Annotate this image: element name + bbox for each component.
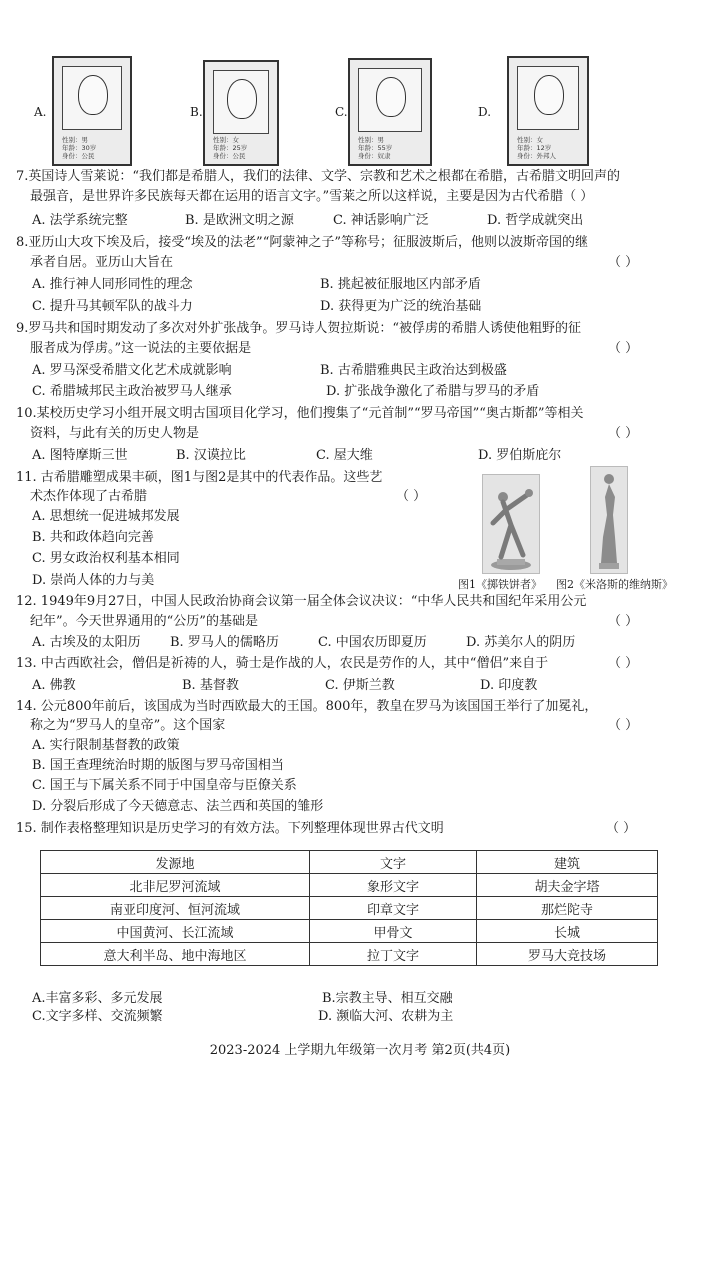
q12-option-a: A. 古埃及的太阳历 [32,635,141,650]
table-header-cell: 建筑 [477,851,658,874]
table-cell: 印章文字 [310,897,477,920]
q8-answer-paren: （ ） [608,255,639,270]
q7-option-b: B. 是欧洲文明之源 [185,213,294,228]
q11-stem-line1: 11. 古希腊雕塑成果丰硕，图1与图2是其中的代表作品。这些艺 [16,470,383,485]
option-d-label: D. [478,105,492,119]
portrait-card-a [52,56,132,166]
face-icon [534,75,564,115]
q13-option-d: D. 印度教 [480,678,538,693]
q9-option-c: C. 希腊城邦民主政治被罗马人继承 [32,384,232,399]
table-cell: 象形文字 [310,874,477,897]
table-row [41,920,658,943]
q14-stem-line1: 14. 公元800年前后，该国成为当时西欧最大的王国。800年，教皇在罗马为该国国王举行了加冕礼， [16,699,598,714]
q7-stem-line1: 7.英国诗人雪莱说：“我们都是希腊人，我们的法律、文学、宗教和艺术之根都在希腊，古希腊文明回声的 [16,169,621,184]
q11-stem-line2: 术杰作体现了古希腊 [30,489,148,504]
q10-option-a: A. 图特摩斯三世 [32,448,128,463]
table-cell: 甲骨文 [310,920,477,943]
q15-answer-paren: （ ） [606,821,637,836]
table-cell: 长城 [477,920,658,943]
q7-option-c: C. 神话影响广泛 [333,213,429,228]
option-b-label: B. [190,105,203,119]
q14-option-a: A. 实行限制基督教的政策 [32,738,180,753]
option-c-label: C. [335,105,348,119]
q8-stem-line2: 承者自居。亚历山大旨在 [30,255,174,270]
q14-answer-paren: （ ） [608,718,639,733]
q7-option-a: A. 法学系统完整 [32,213,128,228]
q12-stem-line2: 纪年”。今天世界通用的“公历”的基础是 [30,614,258,629]
q9-option-d: D. 扩张战争激化了希腊与罗马的矛盾 [326,384,540,399]
q13-stem: 13. 中古西欧社会，僧侣是祈祷的人，骑士是作战的人，农民是劳作的人，其中“僧侣”来自于 [16,656,549,671]
venus-de-milo-statue-image [590,466,628,574]
portrait-card-d [507,56,589,166]
q14-option-d: D. 分裂后形成了今天德意志、法兰西和英国的雏形 [32,799,324,814]
q10-stem-line2: 资料，与此有关的历史人物是 [30,426,200,441]
figure1-caption: 图1《掷铁饼者》 [458,578,542,591]
q12-stem-line1: 12. 1949年9月27日，中国人民政治协商会议第一届全体会议决议：“中华人民共和国纪年采用公元 [16,594,587,609]
q13-option-b: B. 基督教 [182,678,239,693]
page-footer: 2023-2024 上学期九年级第一次月考 第2页(共4页) [209,1043,511,1058]
q9-option-b: B. 古希腊雅典民主政治达到极盛 [320,363,507,378]
q12-option-d: D. 苏美尔人的阴历 [466,635,576,650]
q11-option-d: D. 崇尚人体的力与美 [32,573,155,588]
q10-option-c: C. 屋大维 [316,448,373,463]
q15-option-a: A.丰富多彩、多元发展 [32,991,163,1006]
table-header-cell: 文字 [310,851,477,874]
table-cell: 那烂陀寺 [477,897,658,920]
q15-stem: 15. 制作表格整理知识是历史学习的有效方法。下列整理体现世界古代文明 [16,821,444,836]
q11-answer-paren: （ ） [396,489,427,504]
card-info: 性别：男 年龄：55岁 身份：奴隶 [358,136,393,160]
table-cell: 南亚印度河、恒河流域 [41,897,310,920]
table-row [41,897,658,920]
q15-option-b: B.宗教主导、相互交融 [322,991,453,1006]
table-header-row [41,851,658,874]
q8-option-c: C. 提升马其顿军队的战斗力 [32,299,193,314]
figure2-caption: 图2《米洛斯的维纳斯》 [556,578,673,591]
q12-option-b: B. 罗马人的儒略历 [170,635,279,650]
table-cell: 北非尼罗河流域 [41,874,310,897]
q9-option-a: A. 罗马深受希腊文化艺术成就影响 [32,363,232,378]
q8-option-b: B. 挑起被征服地区内部矛盾 [320,277,481,292]
q7-option-d: D. 哲学成就突出 [487,213,584,228]
card-info: 性别：女 年龄：25岁 身份：公民 [213,136,248,160]
q8-option-a: A. 推行神人同形同性的理念 [32,277,193,292]
option-a-label: A. [34,105,47,119]
portrait-card-c [348,58,432,166]
q12-option-c: C. 中国农历即夏历 [318,635,427,650]
discobolus-statue-image [482,474,540,574]
q9-answer-paren: （ ） [608,341,639,356]
portrait-card-b [203,60,279,166]
q13-option-a: A. 佛教 [32,678,76,693]
table-cell: 罗马大竞技场 [477,943,658,966]
q11-option-a: A. 思想统一促进城邦发展 [32,509,180,524]
q11-option-c: C. 男女政治权利基本相同 [32,551,180,566]
q9-stem-line2: 服者成为俘虏。”这一说法的主要依据是 [30,341,252,356]
q15-option-d: D. 濒临大河、农耕为主 [318,1009,454,1024]
card-info: 性别：男 年龄：30岁 身份：公民 [62,136,97,160]
table-header-cell: 发源地 [41,851,310,874]
table-cell: 胡夫金字塔 [477,874,658,897]
q13-option-c: C. 伊斯兰教 [325,678,395,693]
q11-option-b: B. 共和政体趋向完善 [32,530,154,545]
table-cell: 拉丁文字 [310,943,477,966]
q9-stem-line1: 9.罗马共和国时期发动了多次对外扩张战争。罗马诗人贺拉斯说：“被俘虏的希腊人诱使他粗野的征 [16,321,582,336]
q10-option-b: B. 汉谟拉比 [176,448,246,463]
q14-stem-line2: 称之为“罗马人的皇帝”。这个国家 [30,718,226,733]
face-icon [78,75,108,115]
civilization-table [40,850,658,966]
face-icon [376,77,406,117]
q15-option-c: C.文字多样、交流频繁 [32,1009,163,1024]
q14-option-c: C. 国王与下属关系不同于中国皇帝与臣僚关系 [32,778,297,793]
face-icon [227,79,257,119]
q10-stem-line1: 10.某校历史学习小组开展文明古国项目化学习，他们搜集了“元首制”“罗马帝国”“奥古斯都”等相关 [16,406,584,421]
q10-option-d: D. 罗伯斯庇尔 [478,448,562,463]
q7-stem-line2: 最强音，是世界许多民族每天都在运用的语言文字。”雪莱之所以这样说，主要是因为古代希腊（ ） [30,189,594,204]
q14-option-b: B. 国王查理统治时期的版图与罗马帝国相当 [32,758,284,773]
table-row [41,874,658,897]
q10-answer-paren: （ ） [608,426,639,441]
table-cell: 意大利半岛、地中海地区 [41,943,310,966]
table-cell: 中国黄河、长江流域 [41,920,310,943]
q12-answer-paren: （ ） [608,614,639,629]
q8-option-d: D. 获得更为广泛的统治基础 [320,299,482,314]
table-row [41,943,658,966]
q13-answer-paren: （ ） [608,656,639,671]
q8-stem-line1: 8.亚历山大攻下埃及后，接受“埃及的法老”“阿蒙神之子”等称号；征服波斯后，他则以波斯帝国的继 [16,235,588,250]
card-info: 性别：女 年龄：12岁 身份：外邦人 [517,136,556,160]
